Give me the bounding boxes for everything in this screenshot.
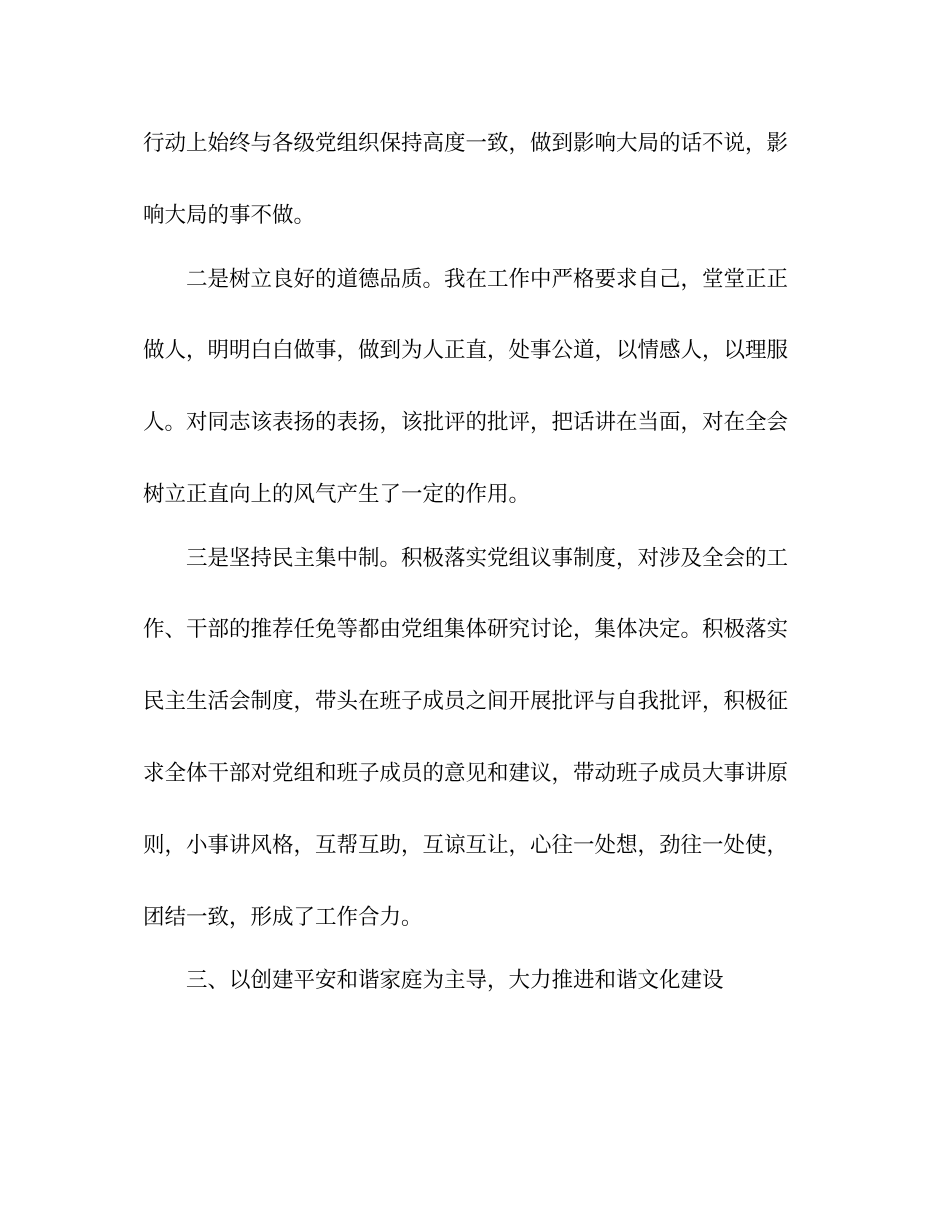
section-heading: 三、以创建平安和谐家庭为主导，大力推进和谐文化建设 (186, 968, 724, 993)
paragraph-line: 二是树立良好的道德品质。我在工作中严格要求自己，堂堂正正 (186, 267, 789, 292)
paragraph-line: 三是坚持民主集中制。积极落实党组议事制度，对涉及全会的工 (186, 546, 789, 571)
paragraph-line: 树立正直向上的风气产生了一定的作用。 (143, 482, 531, 507)
paragraph-line: 民主生活会制度，带头在班子成员之间开展批评与自我批评，积极征 (143, 689, 789, 714)
paragraph-line: 做人，明明白白做事，做到为人正直，处事公道，以情感人，以理服 (143, 338, 789, 363)
paragraph-line: 作、干部的推荐任免等都由党组集体研究讨论，集体决定。积极落实 (143, 617, 789, 642)
paragraph-line: 响大局的事不做。 (143, 203, 316, 228)
paragraph-line: 求全体干部对党组和班子成员的意见和建议，带动班子成员大事讲原 (143, 761, 789, 786)
paragraph-line: 则，小事讲风格，互帮互助，互谅互让，心往一处想，劲往一处使， (143, 833, 789, 858)
paragraph-line: 团结一致，形成了工作合力。 (143, 905, 423, 930)
paragraph-line: 人。对同志该表扬的表扬，该批评的批评，把话讲在当面，对在全会 (143, 410, 789, 435)
paragraph-line: 行动上始终与各级党组织保持高度一致，做到影响大局的话不说，影 (143, 131, 789, 156)
